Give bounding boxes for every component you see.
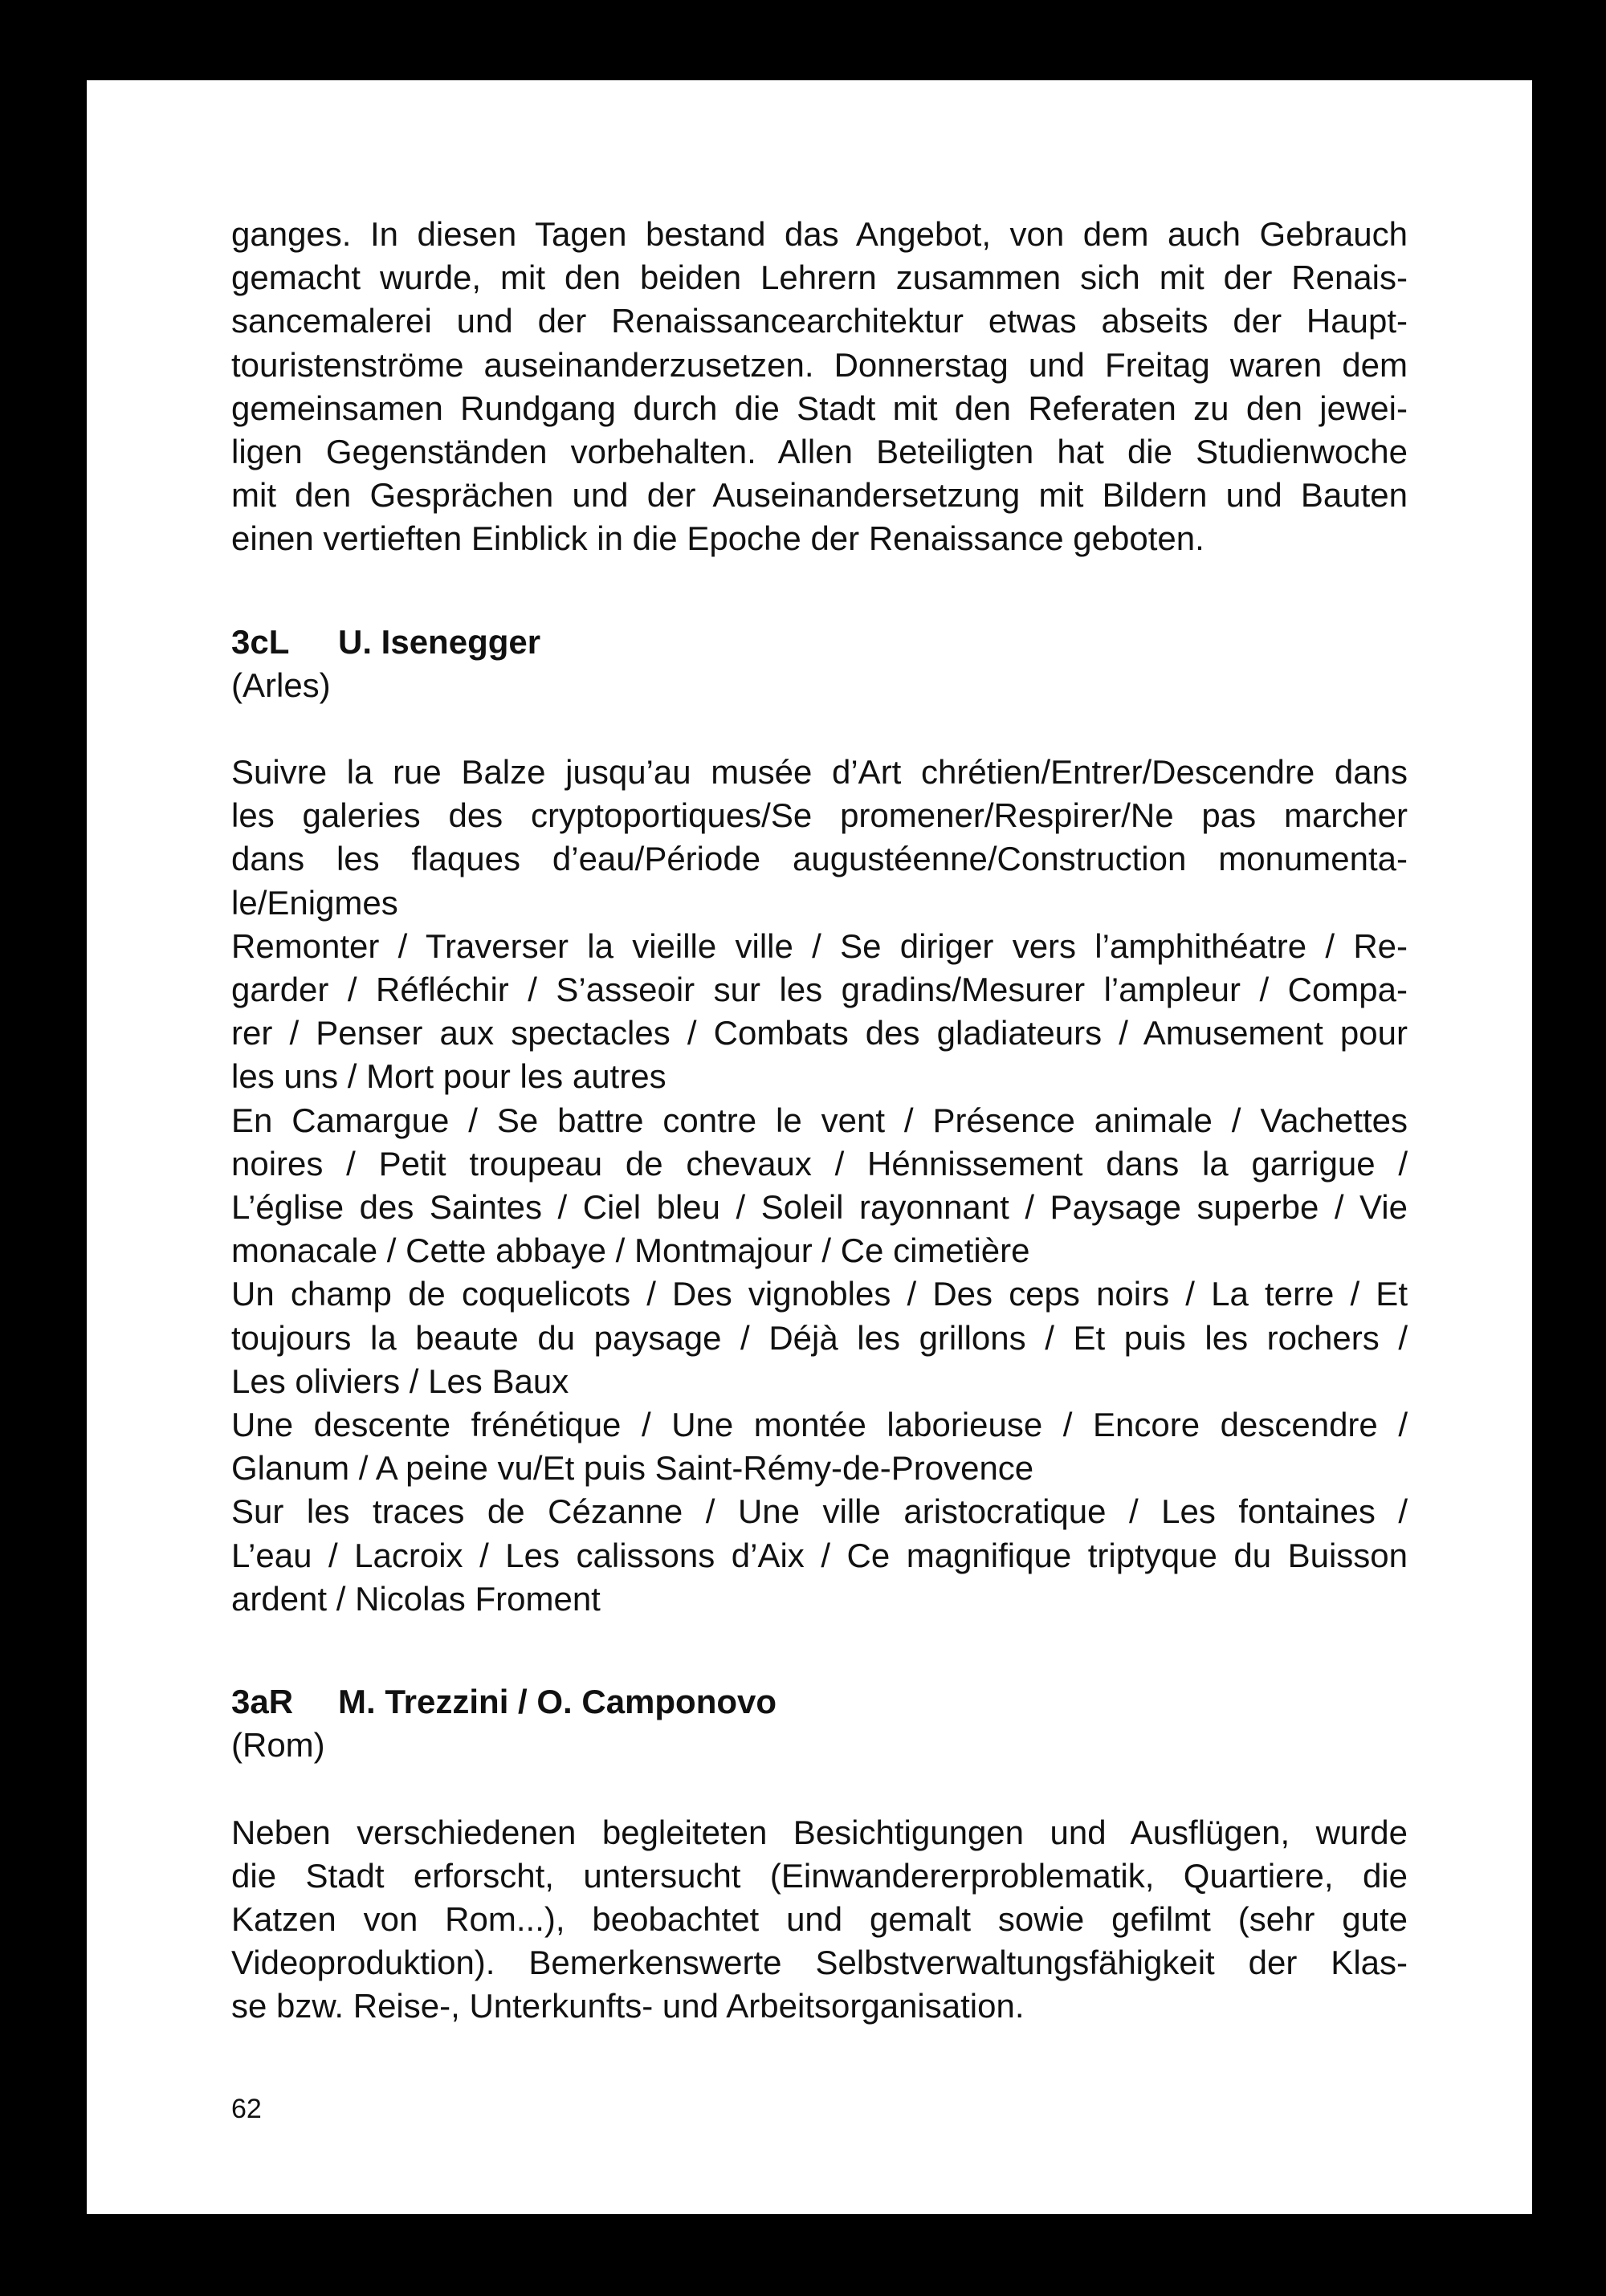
text-line: Remonter / Traverser la vieille ville / Se diriger vers l’amphithéatre / Re- bbox=[231, 926, 1408, 965]
teacher-name: U. Isenegger bbox=[338, 622, 541, 661]
text-line: noires / Petit troupeau de chevaux / Hénnissement dans la garrigue / bbox=[231, 1144, 1408, 1183]
text-block bbox=[231, 1272, 1408, 1403]
text-line: garder / Réfléchir / S’asseoir sur les gradins/Mesurer l’ampleur / Compa- bbox=[231, 971, 1408, 1009]
text-line: sancemalerei und der Renaissancearchitektur etwas abseits der Haupt- bbox=[231, 302, 1408, 340]
text-line: monacale / Cette abbaye / Montmajour / Ce cimetière bbox=[231, 1231, 1030, 1270]
teacher-name: M. Trezzini / O. Camponovo bbox=[338, 1683, 777, 1721]
text-block bbox=[231, 1490, 1408, 1621]
page-number: 62 bbox=[231, 2094, 262, 2124]
text-block bbox=[231, 1403, 1408, 1490]
text-line: Glanum / A peine vu/Et puis Saint-Rémy-de-Provence bbox=[231, 1449, 1034, 1488]
section-3cl bbox=[231, 621, 1408, 1621]
text-line: Les oliviers / Les Baux bbox=[231, 1362, 569, 1400]
text-line: Videoproduktion). Bemerkenswerte Selbstverwaltungsfähigkeit der Klas- bbox=[231, 1944, 1408, 1982]
text-line: En Camargue / Se battre contre le vent / Présence animale / Vachettes bbox=[231, 1101, 1408, 1139]
class-code: 3cL bbox=[231, 622, 290, 661]
text-line: Suivre la rue Balze jusqu’au musée d’Art chrétien/Entrer/Descendre dans bbox=[231, 753, 1408, 792]
section-heading bbox=[231, 1680, 1408, 1724]
trip-location: (Arles) bbox=[231, 666, 331, 704]
text-block bbox=[231, 751, 1408, 925]
text-line: Un champ de coquelicots / Des vignobles / Des ceps noirs / La terre / Et bbox=[231, 1275, 1408, 1313]
text-line: Sur les traces de Cézanne / Une ville aristocratique / Les fontaines / bbox=[231, 1492, 1408, 1531]
section-3ar bbox=[231, 1680, 1408, 2028]
text-line: les galeries des cryptoportiques/Se promener/Respirer/Ne pas marcher bbox=[231, 796, 1408, 835]
text-line: se bzw. Reise-, Unterkunfts- und Arbeitsorganisation. bbox=[231, 1987, 1025, 2025]
text-line: L’eau / Lacroix / Les calissons d’Aix / Ce magnifique triptyque du Buisson bbox=[231, 1536, 1408, 1574]
text-line: gemeinsamen Rundgang durch die Stadt mit den Referaten zu den jewei- bbox=[231, 389, 1408, 427]
text-line: les uns / Mort pour les autres bbox=[231, 1057, 666, 1096]
class-code: 3aR bbox=[231, 1683, 294, 1721]
text-line: toujours la beaute du paysage / Déjà les grillons / Et puis les rochers / bbox=[231, 1318, 1408, 1357]
text-line: ardent / Nicolas Froment bbox=[231, 1579, 601, 1618]
text-line: Une descente frénétique / Une montée laborieuse / Encore descendre / bbox=[231, 1406, 1408, 1444]
section-body bbox=[231, 751, 1408, 1621]
text-line: touristenströme auseinanderzusetzen. Donnerstag und Freitag waren dem bbox=[231, 345, 1408, 384]
text-block bbox=[231, 1811, 1408, 2029]
text-line: Neben verschiedenen begleiteten Besichtigungen und Ausflügen, wurde bbox=[231, 1813, 1408, 1851]
text-line: gemacht wurde, mit den beiden Lehrern zusammen sich mit der Renais- bbox=[231, 259, 1408, 297]
page-content bbox=[231, 213, 1408, 2029]
text-line: L’église des Saintes / Ciel bleu / Soleil rayonnant / Paysage superbe / Vie bbox=[231, 1188, 1408, 1227]
text-block bbox=[231, 1099, 1408, 1273]
text-line: einen vertieften Einblick in die Epoche der Renaissance geboten. bbox=[231, 519, 1204, 558]
text-block bbox=[231, 925, 1408, 1099]
intro-paragraph bbox=[231, 213, 1408, 561]
text-line: ligen Gegenständen vorbehalten. Allen Beteiligten hat die Studienwoche bbox=[231, 433, 1408, 471]
text-line: Katzen von Rom...), beobachtet und gemalt sowie gefilmt (sehr gute bbox=[231, 1899, 1408, 1938]
text-line: ganges. In diesen Tagen bestand das Angebot, von dem auch Gebrauch bbox=[231, 215, 1408, 253]
section-heading bbox=[231, 621, 1408, 664]
section-body bbox=[231, 1811, 1408, 2029]
text-line: le/Enigmes bbox=[231, 883, 398, 922]
document-page bbox=[87, 80, 1532, 2214]
trip-location: (Rom) bbox=[231, 1726, 325, 1765]
text-line: mit den Gesprächen und der Auseinandersetzung mit Bildern und Bauten bbox=[231, 476, 1408, 515]
text-line: rer / Penser aux spectacles / Combats des gladiateurs / Amusement pour bbox=[231, 1014, 1408, 1052]
text-line: dans les flaques d’eau/Période augustéenne/Construction monumenta- bbox=[231, 840, 1408, 878]
text-line: die Stadt erforscht, untersucht (Einwandererproblematik, Quartiere, die bbox=[231, 1856, 1408, 1895]
